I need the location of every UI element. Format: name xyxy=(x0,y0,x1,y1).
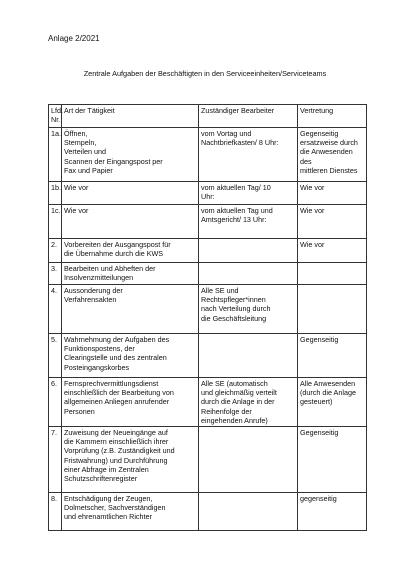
table-row xyxy=(49,239,367,263)
cell-task: Aussonderung der Verfahrensakten xyxy=(62,285,199,334)
header-assignee: Zuständiger Bearbeiter xyxy=(199,105,298,128)
cell-task: Wie vor xyxy=(62,182,199,205)
cell-assignee xyxy=(199,493,298,531)
cell-deputy: Gegenseitig xyxy=(298,427,367,493)
cell-task: Wahrnehmung der Aufgaben des Funktionspostens, der Clearingstelle und des zentralen Posteingangskorbes xyxy=(62,334,199,378)
table-row xyxy=(49,128,367,182)
cell-deputy: gegenseitig xyxy=(298,493,367,531)
cell-deputy: Wie vor xyxy=(298,182,367,205)
cell-nr: 1c. xyxy=(49,205,62,239)
cell-assignee: vom aktuellen Tag und Amtsgericht/ 13 Uhr: xyxy=(199,205,298,239)
cell-nr: 2. xyxy=(49,239,62,263)
cell-task: Bearbeiten und Abheften der Insolvenzmitteilungen xyxy=(62,263,199,285)
cell-deputy: Wie vor xyxy=(298,239,367,263)
table-row xyxy=(49,182,367,205)
cell-nr: 6. xyxy=(49,378,62,427)
cell-task: Öffnen, Stempeln, Verteilen und Scannen der Eingangspost per Fax und Papier xyxy=(62,128,199,182)
cell-nr: 8. xyxy=(49,493,62,531)
cell-nr: 4. xyxy=(49,285,62,334)
cell-assignee: vom aktuellen Tag/ 10 Uhr: xyxy=(199,182,298,205)
cell-deputy: Gegenseitig xyxy=(298,334,367,378)
cell-deputy xyxy=(298,285,367,334)
table-row xyxy=(49,285,367,334)
header-deputy: Vertretung xyxy=(298,105,367,128)
cell-deputy xyxy=(298,263,367,285)
header-task: Art der Tätigkeit xyxy=(62,105,199,128)
cell-deputy: Wie vor xyxy=(298,205,367,239)
cell-deputy: Gegenseitig ersatzweise durch die Anwesenden des mittleren Dienstes xyxy=(298,128,367,182)
cell-assignee: vom Vortag und Nachtbriefkasten/ 8 Uhr: xyxy=(199,128,298,182)
document-title: Zentrale Aufgaben der Beschäftigten in den Serviceeinheiten/Serviceteams xyxy=(83,69,327,78)
cell-assignee xyxy=(199,334,298,378)
annex-label: Anlage 2/2021 xyxy=(48,34,100,43)
table-row xyxy=(49,334,367,378)
table-row xyxy=(49,205,367,239)
cell-assignee xyxy=(199,239,298,263)
table-row xyxy=(49,493,367,531)
cell-task: Wie vor xyxy=(62,205,199,239)
cell-assignee: Alle SE (automatisch und gleichmäßig verteilt durch die Anlage in der Reihenfolge der eingehenden Anrufe) xyxy=(199,378,298,427)
table-row xyxy=(49,263,367,285)
cell-nr: 7. xyxy=(49,427,62,493)
task-table xyxy=(48,104,367,531)
header-row xyxy=(49,105,367,128)
cell-nr: 1a. xyxy=(49,128,62,182)
cell-nr: 1b. xyxy=(49,182,62,205)
cell-task: Fernsprechvermittlungsdienst einschließlich der Bearbeitung von allgemeinen Anliegen anrufender Personen xyxy=(62,378,199,427)
cell-nr: 5. xyxy=(49,334,62,378)
cell-task: Entschädigung der Zeugen, Dolmetscher, Sachverständigen und ehrenamtlichen Richter xyxy=(62,493,199,531)
cell-assignee xyxy=(199,263,298,285)
cell-assignee xyxy=(199,427,298,493)
cell-nr: 3. xyxy=(49,263,62,285)
table-row xyxy=(49,427,367,493)
cell-deputy: Alle Anwesenden (durch die Anlage gesteuert) xyxy=(298,378,367,427)
table-row xyxy=(49,378,367,427)
cell-task: Zuweisung der Neueingänge auf die Kammern einschließlich ihrer Vorprüfung (z.B. Zuständigkeit und Fristwahrung) und Durchführung einer Abfrage im Zentralen Schutzschriftenregister xyxy=(62,427,199,493)
cell-assignee: Alle SE und Rechtspfleger*innen nach Verteilung durch die Geschäftsleitung xyxy=(199,285,298,334)
header-nr: Lfd. Nr. xyxy=(49,105,62,128)
cell-task: Vorbereiten der Ausgangspost für die Übernahme durch die KWS xyxy=(62,239,199,263)
